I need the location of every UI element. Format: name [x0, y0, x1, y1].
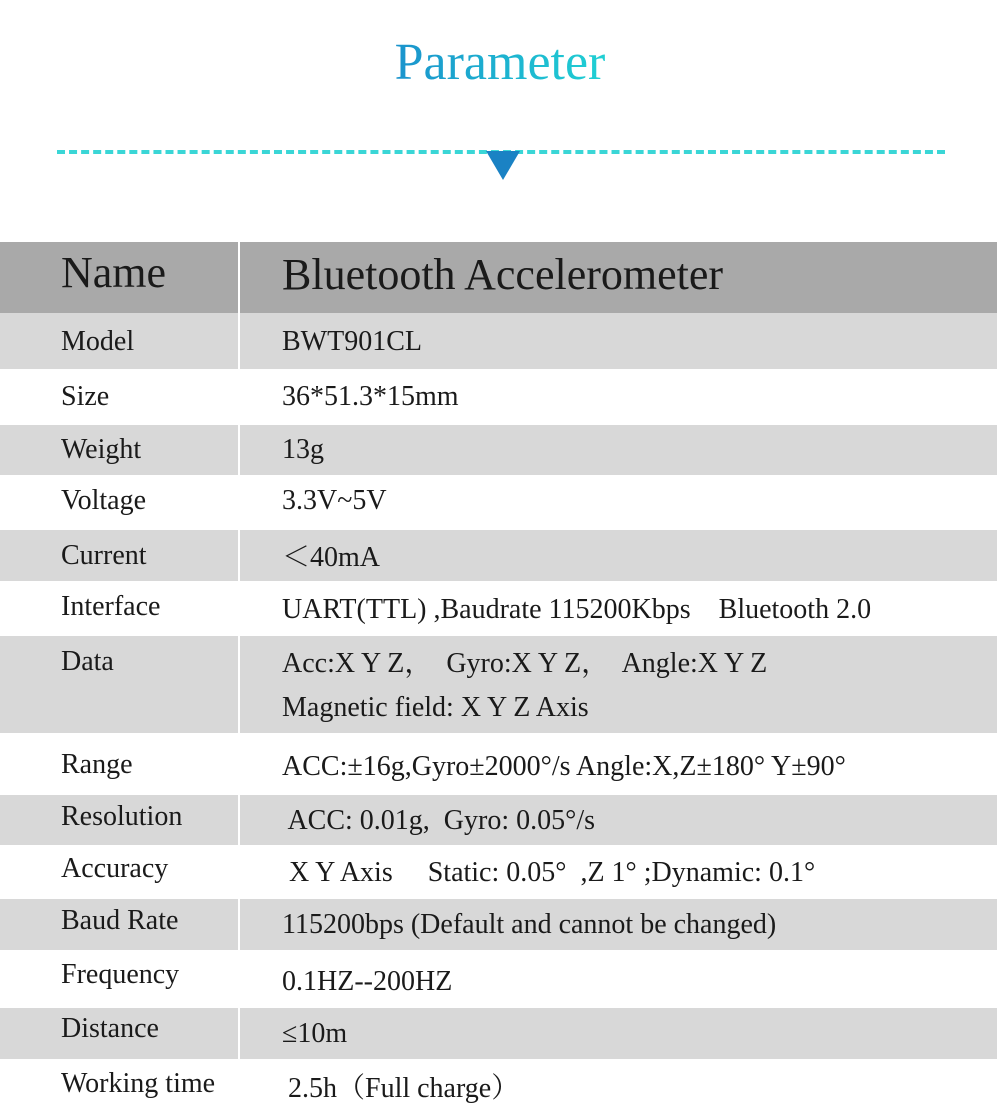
row-value: 36*51.3*15mm: [282, 381, 459, 412]
row-value: ≤10m: [282, 1018, 348, 1049]
row-label: Size: [61, 381, 110, 412]
table-row-frequency: [0, 950, 1000, 1008]
row-value: ACC: 0.01g, Gyro: 0.05°/s: [282, 805, 596, 836]
table-row-resolution: [0, 795, 1000, 845]
table-row-distance: [0, 1008, 1000, 1059]
row-value: ＜40mA: [282, 542, 381, 573]
table-row-weight: [0, 425, 1000, 475]
table-row-size: [0, 369, 1000, 425]
table-row-accuracy: [0, 845, 1000, 899]
row-label: Accuracy: [61, 853, 169, 884]
table-row-range: [0, 733, 1000, 795]
table-header-row: [0, 242, 1000, 313]
row-value: 3.3V~5V: [282, 485, 387, 516]
down-arrow-icon: [486, 151, 520, 180]
row-value: 2.5h（Full charge）: [288, 1073, 520, 1104]
row-label: Baud Rate: [61, 905, 179, 936]
row-value: Acc:X Y Z， Gyro:X Y Z， Angle:X Y Z: [282, 648, 768, 679]
row-label: Model: [61, 326, 135, 357]
table-row-data: [0, 636, 1000, 733]
row-label: Working time: [61, 1068, 216, 1099]
row-label: Current: [61, 540, 147, 571]
table-row-working-time: [0, 1059, 1000, 1118]
row-label: Voltage: [61, 485, 147, 516]
header-product-name: Bluetooth Accelerometer: [282, 250, 724, 299]
table-row-current: [0, 530, 1000, 581]
table-row-baud-rate: [0, 899, 1000, 950]
table-row-interface: [0, 581, 1000, 636]
row-label: Distance: [61, 1013, 159, 1044]
row-value: ACC:±16g,Gyro±2000°/s Angle:X,Z±180° Y±90°: [282, 751, 846, 782]
table-row-voltage: [0, 475, 1000, 530]
row-label: Range: [61, 749, 133, 780]
page-title: Parameter: [0, 28, 1000, 98]
row-value: UART(TTL) ,Baudrate 115200Kbps Bluetooth 2.0: [282, 594, 872, 625]
row-label: Weight: [61, 434, 142, 465]
row-value: 115200bps (Default and cannot be changed): [282, 909, 777, 940]
row-label: Interface: [61, 591, 161, 622]
row-label: Resolution: [61, 801, 183, 832]
header-name-label: Name: [61, 248, 167, 297]
row-label: Frequency: [61, 959, 180, 990]
row-value-line2: Magnetic field: X Y Z Axis: [282, 692, 589, 723]
row-value: 13g: [282, 434, 324, 465]
row-value: 0.1HZ--200HZ: [282, 966, 453, 997]
row-label: Data: [61, 646, 114, 677]
table-row-model: [0, 313, 1000, 369]
row-value: BWT901CL: [282, 326, 422, 357]
row-value: X Y Axis Static: 0.05° ,Z 1° ;Dynamic: 0.1°: [282, 857, 816, 888]
